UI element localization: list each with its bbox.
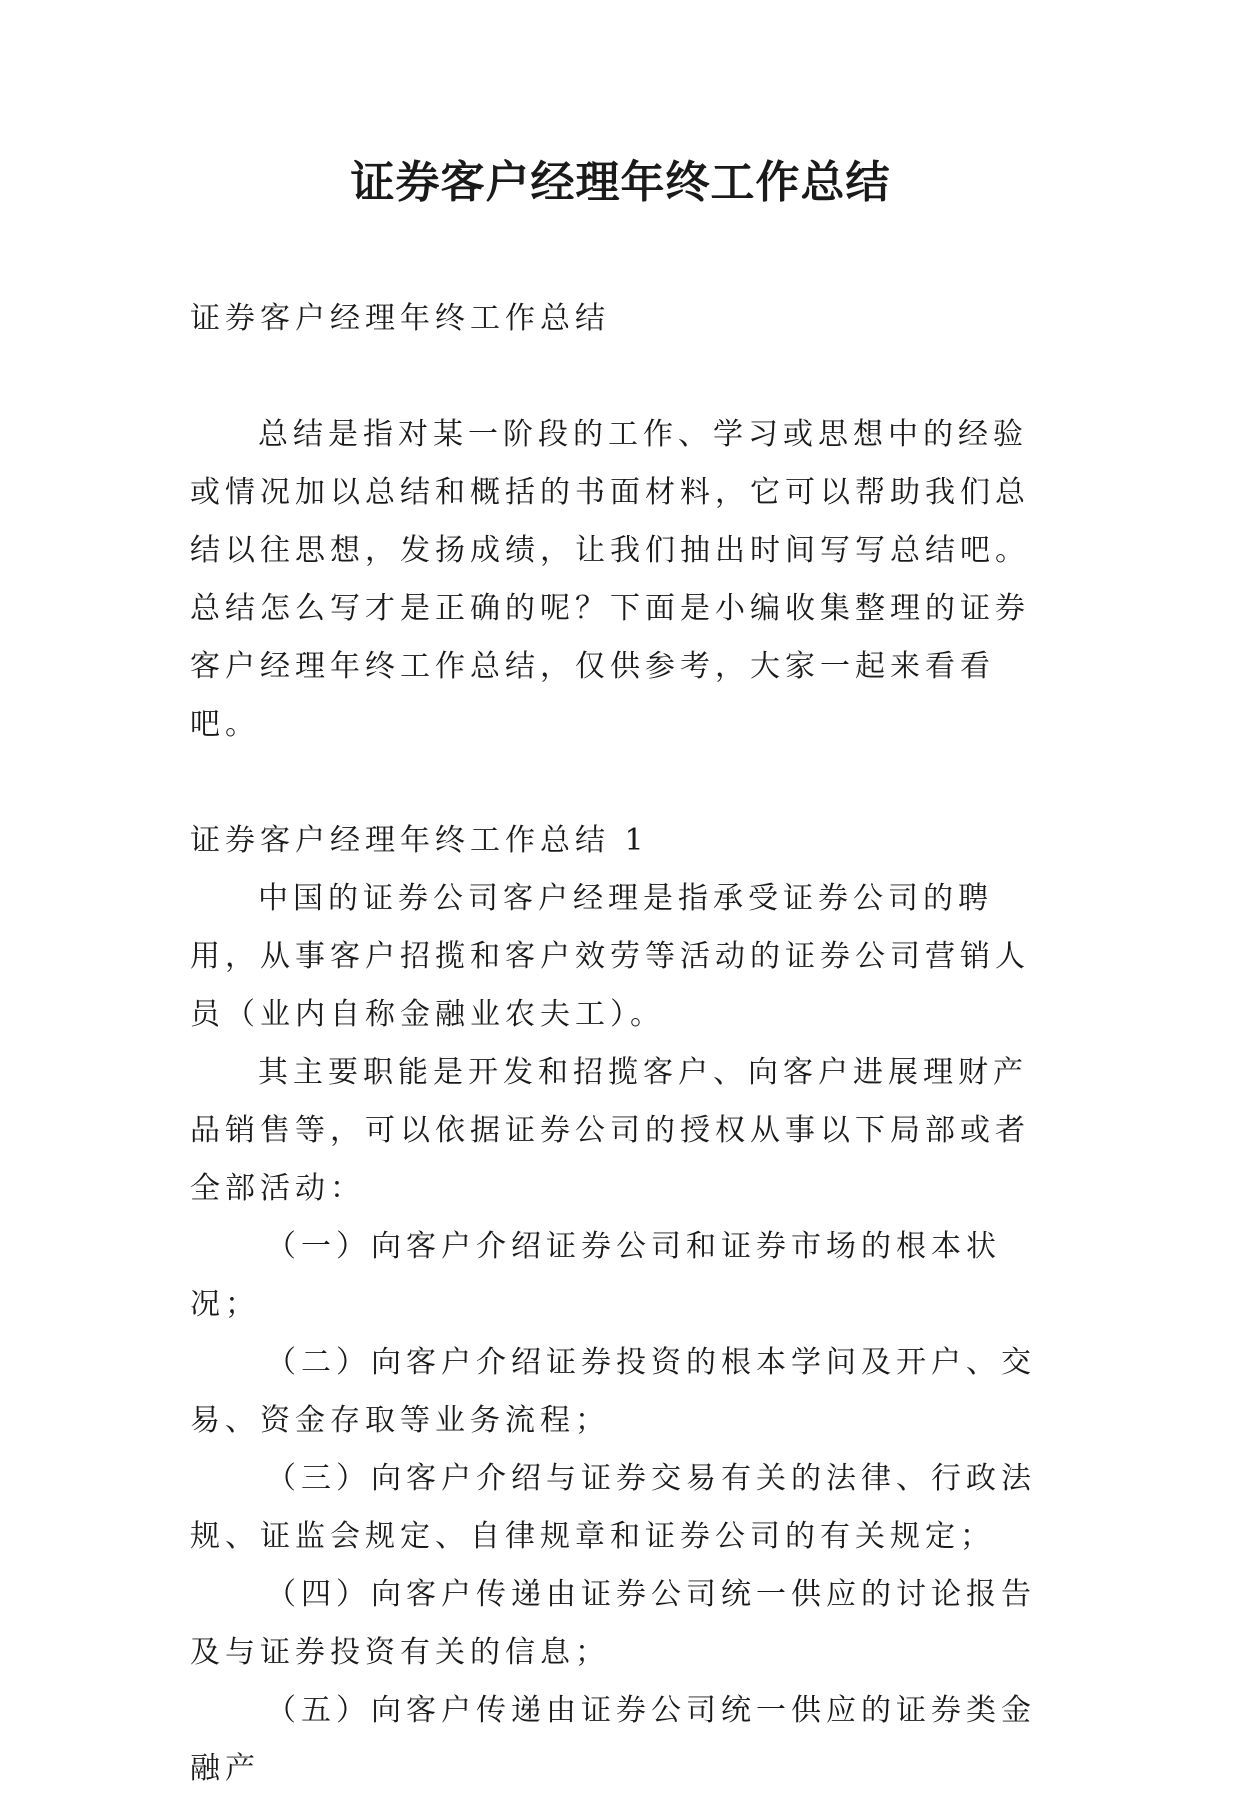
document-body — [190, 290, 1050, 1798]
list-item-2: （二）向客户介绍证券投资的根本学问及开户、交易、资金存取等业务流程； — [190, 1345, 1036, 1438]
list-item-4: （四）向客户传递由证券公司统一供应的讨论报告及与证券投资有关的信息； — [190, 1577, 1036, 1670]
list-item-1: （一）向客户介绍证券公司和证券市场的根本状况； — [190, 1229, 1001, 1322]
list-item-5: （五）向客户传递由证券公司统一供应的证券类金融产 — [190, 1693, 1036, 1786]
section-heading: 证券客户经理年终工作总结 1 — [190, 823, 649, 858]
list-item-3: （三）向客户介绍与证券交易有关的法律、行政法规、证监会规定、自律规章和证券公司的有关规定； — [190, 1461, 1036, 1554]
paragraph-1: 中国的证券公司客户经理是指承受证券公司的聘用，从事客户招揽和客户效劳等活动的证券公司营销人员（业内自称金融业农夫工）。 — [190, 881, 1030, 1032]
intro-paragraph: 总结是指对某一阶段的工作、学习或思想中的经验或情况加以总结和概括的书面材料，它可以帮助我们总结以往思想，发扬成绩，让我们抽出时间写写总结吧。总结怎么写才是正确的呢？下面是小编收集整理的证券客户经理年终工作总结，仅供参考，大家一起来看看吧。 — [190, 417, 1030, 742]
document-subtitle: 证券客户经理年终工作总结 — [190, 301, 610, 336]
paragraph-2: 其主要职能是开发和招揽客户、向客户进展理财产品销售等，可以依据证券公司的授权从事以下局部或者全部活动： — [190, 1055, 1030, 1206]
document-title: 证券客户经理年终工作总结 — [350, 157, 891, 208]
